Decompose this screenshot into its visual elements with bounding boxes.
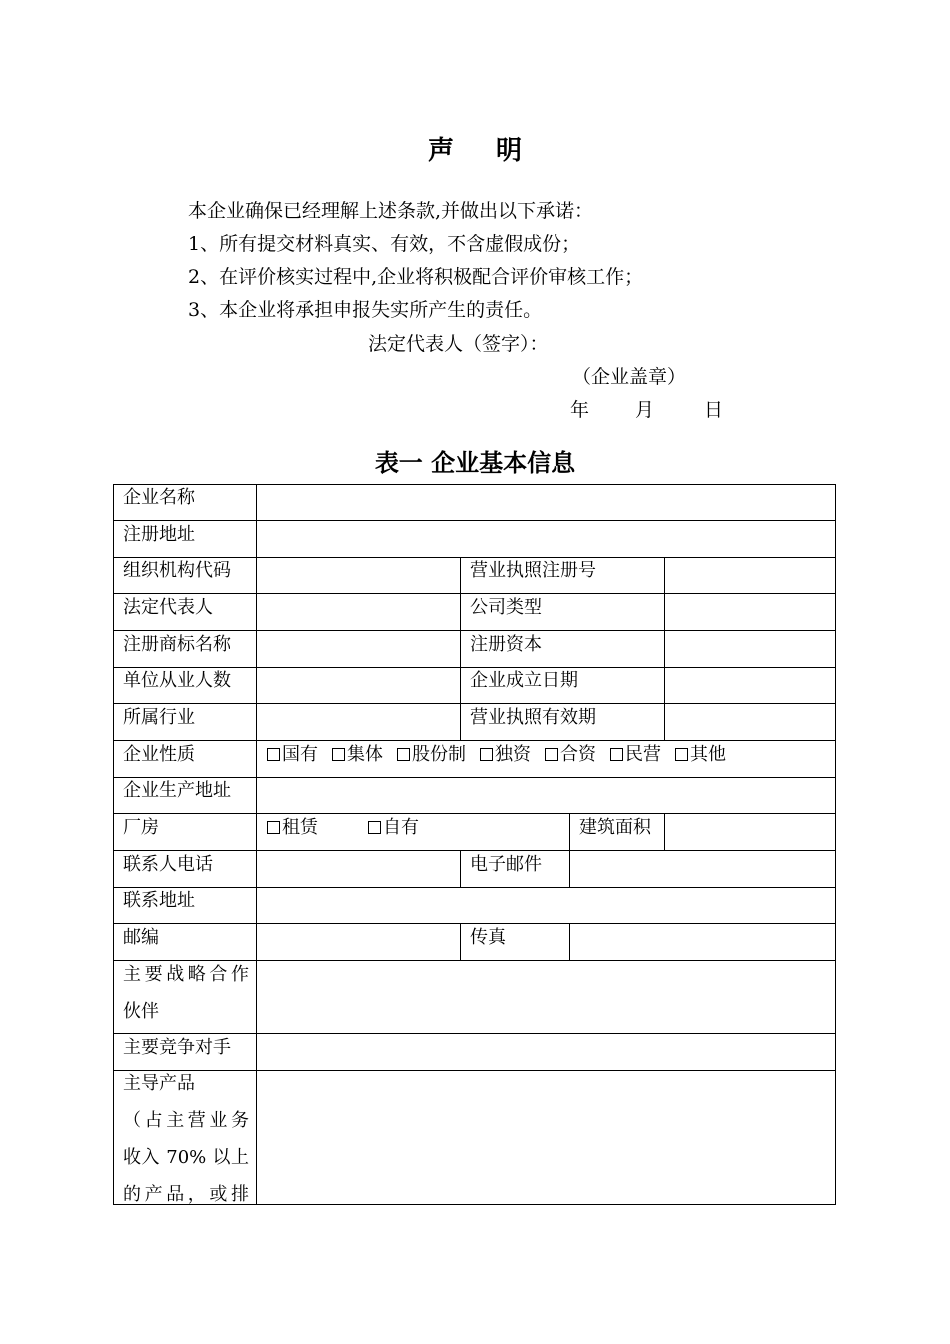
plant-options [267, 816, 433, 840]
label-production-address: 企业生产地址 [123, 780, 231, 801]
plant-option-owned[interactable]: 自有 [368, 816, 419, 840]
declaration-item-3: 3、本企业将承担申报失实所产生的责任。 [188, 299, 543, 321]
label-registered-address: 注册地址 [123, 524, 195, 545]
label-products [123, 1065, 249, 1213]
signature-label: 法定代表人（签字）： [368, 333, 549, 355]
declaration-intro: 本企业确保已经理解上述条款,并做出以下承诺： [188, 200, 594, 222]
label-products-line-3: 收入 70% 以上 [123, 1147, 249, 1168]
label-competitors: 主要竞争对手 [123, 1037, 231, 1058]
declaration-item-1: 1、所有提交材料真实、有效，不含虚假成份； [188, 233, 581, 255]
label-postcode: 邮编 [123, 927, 159, 948]
label-email: 电子邮件 [470, 854, 542, 875]
label-nature: 企业性质 [123, 744, 195, 765]
label-license-validity: 营业执照有效期 [470, 707, 596, 728]
label-employees: 单位从业人数 [123, 670, 231, 691]
label-company-name: 企业名称 [123, 487, 195, 508]
title-char-2: 明 [496, 136, 523, 166]
checkbox-icon [267, 748, 280, 761]
checkbox-icon [545, 748, 558, 761]
nature-option-sole[interactable]: 独资 [480, 743, 531, 767]
title-char-1: 声 [427, 136, 454, 166]
seal-label: （企业盖章） [572, 366, 687, 388]
nature-option-state-owned[interactable]: 国有 [267, 743, 318, 767]
label-plant: 厂房 [123, 817, 159, 838]
checkbox-icon [267, 821, 280, 834]
label-products-line-1: 主导产品 [123, 1073, 195, 1094]
checkbox-icon [610, 748, 623, 761]
plant-option-leased[interactable]: 租赁 [267, 816, 318, 840]
declaration-item-2: 2、在评价核实过程中,企业将积极配合评价审核工作； [188, 266, 644, 288]
label-partners [123, 956, 249, 1030]
label-registered-capital: 注册资本 [470, 634, 542, 655]
nature-option-private[interactable]: 民营 [610, 743, 661, 767]
date-day: 日 [704, 399, 724, 421]
label-license-no: 营业执照注册号 [470, 560, 596, 581]
label-fax: 传真 [470, 927, 506, 948]
label-products-line-4: 的产品，或排 [123, 1184, 249, 1205]
label-company-type: 公司类型 [470, 597, 542, 618]
label-org-code: 组织机构代码 [123, 560, 231, 581]
nature-option-other[interactable]: 其他 [675, 743, 726, 767]
nature-option-collective[interactable]: 集体 [332, 743, 383, 767]
table-title: 表一 企业基本信息 [374, 449, 576, 477]
date-year: 年 [570, 399, 590, 421]
checkbox-icon [368, 821, 381, 834]
label-legal-rep: 法定代表人 [123, 597, 213, 618]
nature-option-joint-venture[interactable]: 合资 [545, 743, 596, 767]
label-building-area: 建筑面积 [579, 817, 651, 838]
checkbox-icon [332, 748, 345, 761]
label-contact-phone: 联系人电话 [123, 854, 213, 875]
nature-options [267, 743, 726, 767]
company-info-table [113, 484, 836, 1205]
label-industry: 所属行业 [123, 707, 195, 728]
nature-option-joint-stock[interactable]: 股份制 [397, 743, 466, 767]
label-founding-date: 企业成立日期 [470, 670, 578, 691]
checkbox-icon [675, 748, 688, 761]
checkbox-icon [397, 748, 410, 761]
label-contact-address: 联系地址 [123, 890, 195, 911]
label-partners-line-1: 主要战略合作 [123, 964, 249, 985]
checkbox-icon [480, 748, 493, 761]
declaration-title [0, 130, 950, 167]
label-trademark: 注册商标名称 [123, 634, 231, 655]
date-month: 月 [635, 399, 655, 421]
label-products-line-2: （占主营业务 [123, 1110, 249, 1131]
label-partners-line-2: 伙伴 [123, 1001, 159, 1022]
